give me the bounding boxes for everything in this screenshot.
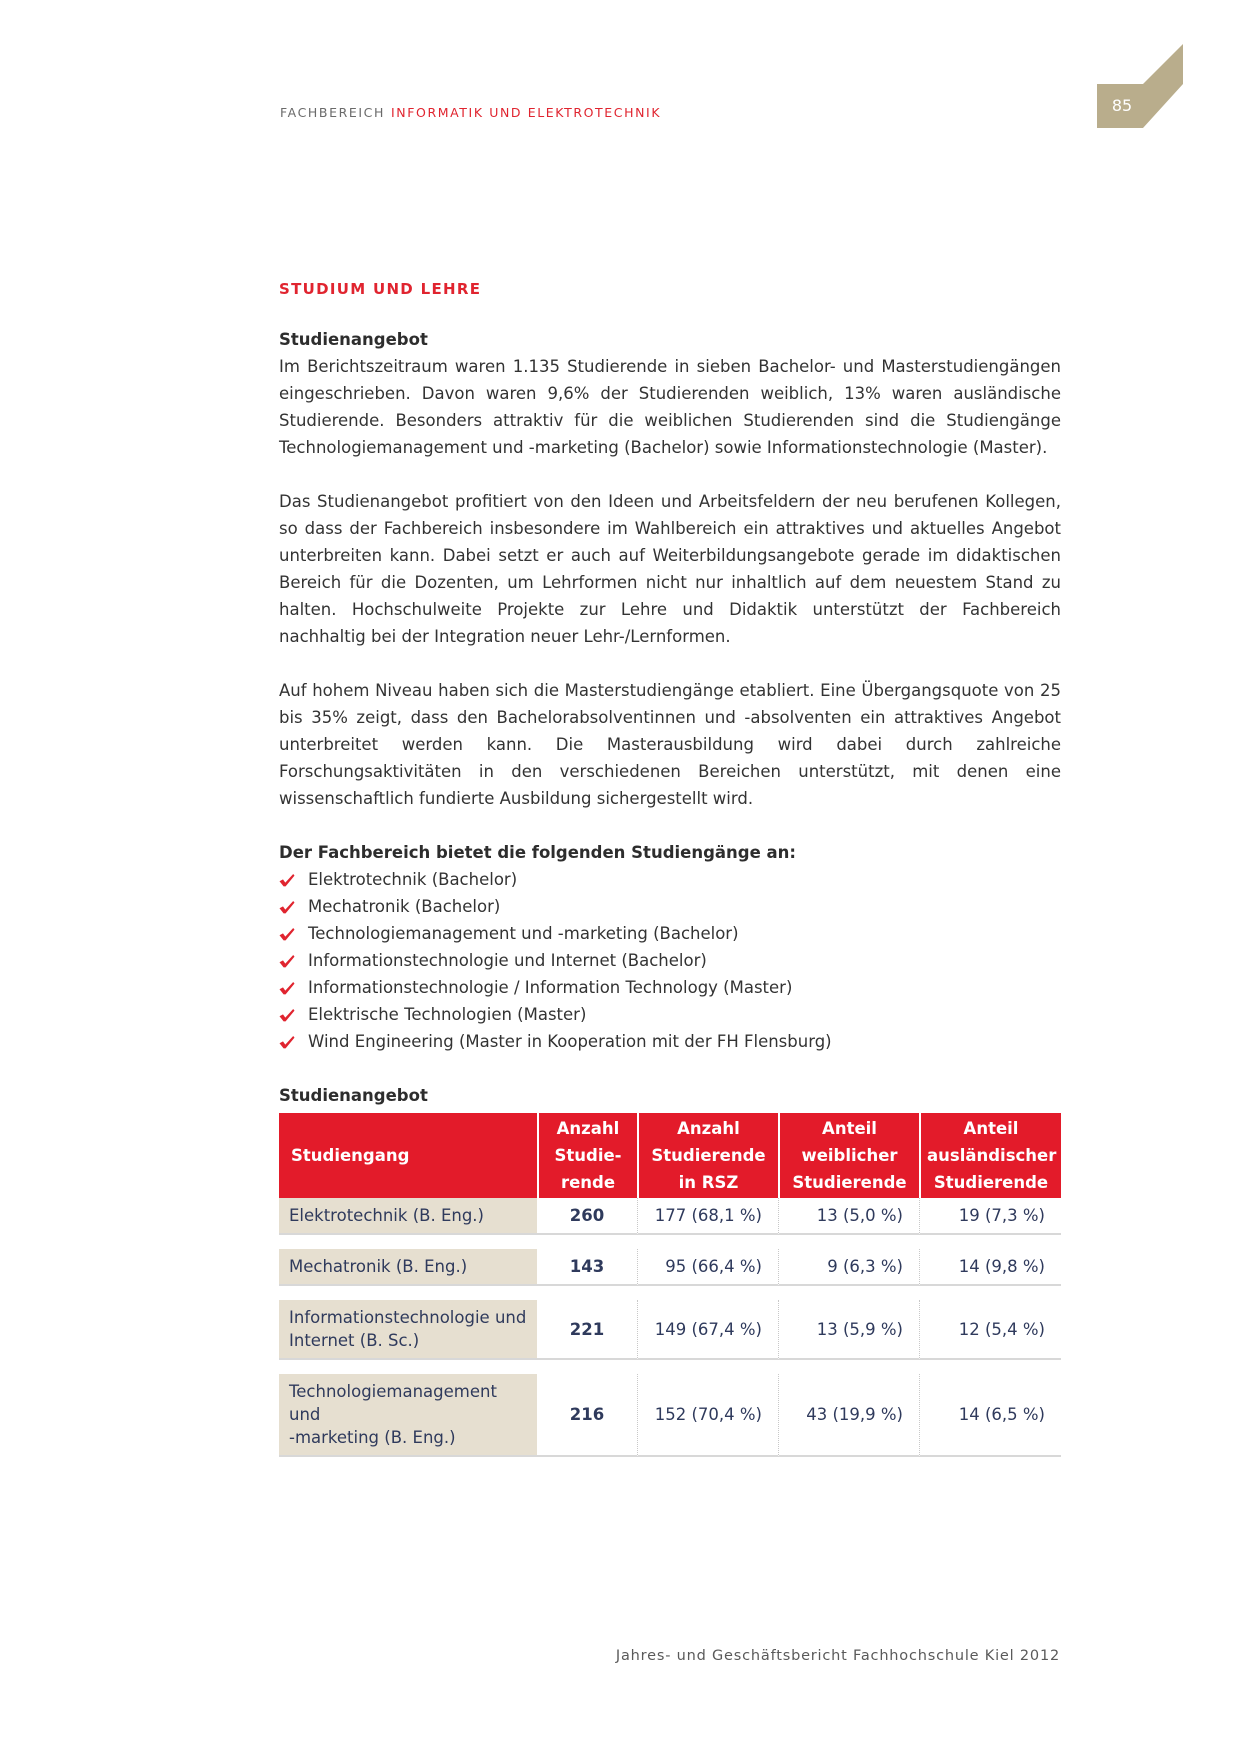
cell-count: 216 [537, 1374, 637, 1457]
header-count [537, 1113, 637, 1198]
program-label: Technologiemanagement und -marketing (Bachelor) [308, 924, 739, 943]
main-content [279, 280, 1061, 1457]
program-name-line: Technologiemanagement und [289, 1382, 497, 1424]
page-badge-shape [1097, 44, 1183, 128]
check-icon [279, 873, 295, 887]
table-row [279, 1249, 1061, 1286]
cell-rsz: 152 (70,4 %) [637, 1374, 778, 1457]
header-count-line: Studie- [554, 1146, 622, 1165]
row-spacer [279, 1286, 1061, 1300]
cell-program [279, 1249, 537, 1286]
program-item [279, 1028, 1061, 1055]
program-label: Elektrische Technologien (Master) [308, 1005, 587, 1024]
program-item [279, 920, 1061, 947]
table-title: Studienangebot [279, 1086, 428, 1105]
check-icon [279, 927, 295, 941]
footer: Jahres- und Geschäftsbericht Fachhochschule Kiel 2012 [615, 1648, 1060, 1664]
table-row [279, 1374, 1061, 1457]
cell-count: 221 [537, 1300, 637, 1360]
header-female-line: weiblicher [801, 1146, 898, 1165]
cell-program [279, 1198, 537, 1235]
cell-program [279, 1374, 537, 1457]
table-body [279, 1198, 1061, 1457]
program-item [279, 947, 1061, 974]
program-name-line: -marketing (B. Eng.) [289, 1428, 456, 1447]
header-program: Studiengang [279, 1113, 537, 1198]
check-icon [279, 1035, 295, 1049]
cell-rsz: 95 (66,4 %) [637, 1249, 778, 1286]
program-item [279, 1001, 1061, 1028]
cell-rsz: 177 (68,1 %) [637, 1198, 778, 1235]
list-intro: Der Fachbereich bietet die folgenden Studiengänge an: [279, 843, 797, 862]
header-count-line: Anzahl [556, 1119, 620, 1138]
cell-count: 260 [537, 1198, 637, 1235]
cell-female: 43 (19,9 %) [778, 1374, 919, 1457]
program-item [279, 893, 1061, 920]
program-label: Elektrotechnik (Bachelor) [308, 870, 518, 889]
program-name-line: Elektrotechnik (B. Eng.) [289, 1206, 484, 1225]
header-rsz [637, 1113, 778, 1198]
running-head-label: FACHBEREICH [280, 105, 385, 120]
cell-female: 9 (6,3 %) [778, 1249, 919, 1286]
header-rsz-line: in RSZ [678, 1173, 739, 1192]
check-icon [279, 1008, 295, 1022]
table-row [279, 1198, 1061, 1235]
program-name-line: Mechatronik (B. Eng.) [289, 1257, 468, 1276]
table-row [279, 1300, 1061, 1360]
header-rsz-line: Studierende [651, 1146, 766, 1165]
check-icon [279, 954, 295, 968]
header-foreign [919, 1113, 1061, 1198]
program-list [279, 866, 1061, 1055]
cell-foreign: 12 (5,4 %) [919, 1300, 1061, 1360]
header-female-line: Studierende [792, 1173, 907, 1192]
cell-foreign: 19 (7,3 %) [919, 1198, 1061, 1235]
cell-female: 13 (5,0 %) [778, 1198, 919, 1235]
program-label: Informationstechnologie und Internet (Bachelor) [308, 951, 707, 970]
program-name-line: Informationstechnologie und [289, 1308, 527, 1327]
header-foreign-line: Studierende [933, 1173, 1049, 1192]
header-female [778, 1113, 919, 1198]
paragraph-1: Im Berichtszeitraum waren 1.135 Studierende in sieben Bachelor- und Masterstudiengängen eingeschrieben. Davon waren 9,6% der Studierenden weiblich, 13% waren ausländische Studierende. Besonders attraktiv für die weiblichen Studierenden sind die Studiengänge Technologiemanagement und -marketing (Bachelor) sowie Informationstechnologie (Master). [279, 357, 1061, 457]
cell-count: 143 [537, 1249, 637, 1286]
check-icon [279, 900, 295, 914]
paragraph-2: Das Studienangebot profitiert von den Ideen und Arbeitsfeldern der neu berufenen Kollegen, so dass der Fachbereich insbesondere im Wahlbereich ein attraktives und aktuelles Angebot unterbreiten kann. Dabei setzt er auch auf Weiterbildungsangebote gerade im didaktischen Bereich für die Dozenten, um Lehrformen nicht nur inhaltlich auf dem neuestem Stand zu halten. Hochschulweite Projekte zur Lehre und Didaktik unterstützt der Fachbereich nachhaltig bei der Integration neuer Lehr-/Lernformen. [279, 492, 1061, 646]
running-head-department: INFORMATIK UND ELEKTROTECHNIK [390, 105, 662, 120]
header-count-line: rende [560, 1173, 616, 1192]
subhead: Studienangebot [279, 330, 428, 349]
cell-female: 13 (5,9 %) [778, 1300, 919, 1360]
page-badge [1097, 44, 1183, 128]
header-foreign-line: ausländischer [927, 1146, 1057, 1165]
paragraph-3: Auf hohem Niveau haben sich die Masterstudiengänge etabliert. Eine Übergangsquote von 25 bis 35% zeigt, dass den Bachelorabsolventinnen und -absolventen ein attraktives Angebot unterbreitet werden kann. Die Masterausbildung wird dabei durch zahlreiche Forschungsaktivitäten in den verschiedenen Bereichen unterstützt, mit denen eine wissenschaftlich fundierte Ausbildung sichergestellt wird. [279, 681, 1061, 808]
program-item [279, 866, 1061, 893]
check-icon [279, 981, 295, 995]
program-label: Wind Engineering (Master in Kooperation mit der FH Flensburg) [308, 1032, 832, 1051]
program-name-line: Internet (B. Sc.) [289, 1331, 420, 1350]
cell-rsz: 149 (67,4 %) [637, 1300, 778, 1360]
running-head [280, 105, 661, 120]
section-title: STUDIUM UND LEHRE [279, 280, 482, 298]
cell-program [279, 1300, 537, 1360]
page-number: 85 [1111, 96, 1133, 115]
row-spacer [279, 1360, 1061, 1374]
studienangebot-table [279, 1113, 1061, 1457]
table-header-row [279, 1113, 1061, 1198]
program-label: Informationstechnologie / Information Technology (Master) [308, 978, 793, 997]
program-label: Mechatronik (Bachelor) [308, 897, 501, 916]
row-spacer [279, 1235, 1061, 1249]
header-foreign-line: Anteil [963, 1119, 1019, 1138]
program-item [279, 974, 1061, 1001]
header-female-line: Anteil [822, 1119, 877, 1138]
cell-foreign: 14 (6,5 %) [919, 1374, 1061, 1457]
cell-foreign: 14 (9,8 %) [919, 1249, 1061, 1286]
header-rsz-line: Anzahl [677, 1119, 740, 1138]
